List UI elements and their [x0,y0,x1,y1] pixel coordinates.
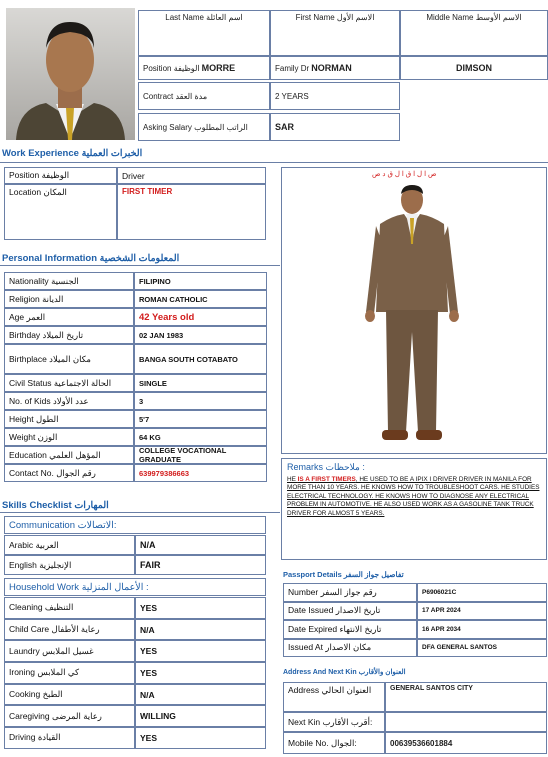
address-title: Address And Next Kin العنوان والأقارب [283,669,406,676]
household-row-label: Ironing كي الملابس [4,662,135,684]
middle-value: DIMSON [456,63,492,73]
personal-row-value: ROMAN CATHOLIC [134,290,267,308]
remarks-text [287,476,541,518]
personal-row [4,344,267,374]
household-row-value: YES [135,597,266,619]
first-name-cell [270,10,400,56]
contract-value: 2 YEARS [275,91,309,101]
work-position-value: Driver [122,170,145,181]
family-cell [270,56,400,80]
language-row [4,535,266,555]
personal-row-label: Religion الديانة [4,290,134,308]
skills-divider [0,512,280,513]
personal-row-label: Height الطول [4,410,134,428]
remarks-highlight: IS A FIRST TIMERS [297,476,356,483]
last-name-cell [138,10,270,56]
family-value: NORMAN [311,63,352,73]
middle-name-cell [400,10,548,56]
personal-row-value: SINGLE [134,374,267,392]
personal-row-label: Birthplace مكان الميلاد [4,344,134,374]
communication-header [4,516,266,534]
household-row-value: YES [135,662,266,684]
household-row-value: WILLING [135,705,266,727]
passport-row-label: Date Issued تاريخ الاصدار [283,602,417,621]
household-row-label: Cooking الطبخ [4,684,135,706]
language-row-label: English الإنجليزية [4,555,135,575]
salary-label: Asking Salary الراتب المطلوب [143,122,248,132]
salary-value: SAR [275,122,295,132]
contract-value-cell [270,82,400,110]
work-location-label-cell [4,184,117,240]
household-row-label: Caregiving رعاية المرضى [4,705,135,727]
work-position-label-cell [4,167,117,184]
personal-row [4,392,267,410]
nextkin-value-cell [385,712,547,732]
household-row [4,662,266,684]
position-cell [138,56,270,80]
passport-row-label: Issued At مكان الاصدار [283,639,417,658]
passport-row-value: DFA GENERAL SANTOS [417,639,547,658]
personal-row-value: FILIPINO [134,272,267,290]
address-value-cell [385,682,547,712]
mobile-value: 00639536601884 [390,738,453,748]
personal-row-label: Age العمر [4,308,134,326]
passport-row-value: 17 APR 2024 [417,602,547,621]
personal-row [4,446,267,464]
personal-row [4,272,267,290]
family-label: Family Dr [275,63,310,73]
salary-cell [138,113,270,141]
mobile-label: Mobile No. الجوال: [288,737,357,748]
remarks-label: Remarks ملاحظات : [287,462,365,472]
personal-row-value: 3 [134,392,267,410]
full-photo-caption: ص ا ل ا ق ا ل ق د ص [372,171,437,178]
mobile-label-cell [283,732,385,754]
household-row-value: N/A [135,619,266,641]
household-row [4,619,266,641]
work-experience-title: Work Experience الخبرات العملية [2,148,143,159]
communication-title: Communication الاتصالات: [9,519,117,531]
passport-row [283,620,547,639]
personal-row-value: 639979386663 [134,464,267,482]
personal-row [4,326,267,344]
household-row-label: Child Care رعاية الأطفال [4,619,135,641]
passport-row-label: Number رقم جواز السفر [283,583,417,602]
household-title: Household Work الأعمال المنزلية : [9,581,149,593]
remarks-prefix: HE [287,476,298,483]
passport-row [283,639,547,658]
household-row [4,684,266,706]
household-row-label: Laundry غسيل الملابس [4,640,135,662]
personal-row-label: Weight الوزن [4,428,134,446]
work-position-value-cell [117,167,266,184]
personal-row [4,410,267,428]
personal-row [4,428,267,446]
language-row [4,555,266,575]
language-row-value: N/A [135,535,266,555]
personal-row-value: COLLEGE VOCATIONAL GRADUATE [134,446,267,464]
last-name-label: Last Name اسم العائلة [165,13,243,22]
personal-row-value: BANGA SOUTH COTABATO [134,344,267,374]
personal-row-label: Birthday تاريخ الميلاد [4,326,134,344]
personal-info-title: Personal Information المعلومات الشخصية [2,253,180,264]
work-position-label: Position الوظيفة [9,170,70,180]
first-name-label: First Name الاسم الأول [295,13,375,22]
skills-title: Skills Checklist المهارات [2,500,109,511]
personal-row [4,374,267,392]
personal-row-label: No. of Kids عدد الأولاد [4,392,134,410]
household-row [4,640,266,662]
language-row-label: Arabic العربية [4,535,135,555]
work-location-value: FIRST TIMER [122,187,173,196]
nextkin-label-cell [283,712,385,732]
address-value: GENERAL SANTOS CITY [390,685,473,692]
nextkin-label: Next Kin أقرب الأقارب: [288,716,373,727]
full-body-photo [352,182,472,452]
personal-row-value: 5'7 [134,410,267,428]
remarks-rest: , HE USED TO BE A IPIX I DRIVER DRIVER IN MANILA FOR MORE THAN 10 YEARS. HE KNOWS HOW TO TROUBLESHOOT CARS. HE STUDIES ELECTRICAL TECHNOLOGY. HE KNOWS HOW TO DIAGNOSE ANY ELECTRICAL PROBLEM IN AUTOMOTIVE. HE ALSO USED WORK AS A GASOLINE TANK TRUCK DRIVER FOR ALMOST 5 YEARS. [287,476,540,517]
contract-cell [138,82,270,110]
middle-value-cell [400,56,548,80]
household-row-value: YES [135,727,266,749]
personal-row-value: 02 JAN 1983 [134,326,267,344]
address-label-cell [283,682,385,712]
language-row-value: FAIR [135,555,266,575]
personal-row [4,290,267,308]
household-row-value: N/A [135,684,266,706]
personal-info-divider [0,265,280,266]
household-row [4,705,266,727]
mobile-value-cell [385,732,547,754]
work-location-value-cell [117,184,266,240]
passport-row [283,602,547,621]
position-value: MORRE [201,63,236,73]
personal-info-table [4,272,267,482]
passport-row-label: Date Expired تاريخ الانتهاء [283,620,417,639]
personal-row [4,464,267,482]
household-row-label: Driving القيادة [4,727,135,749]
headshot-photo [6,8,135,140]
address-label: Address العنوان الحالي [288,685,372,695]
remarks-box [281,458,547,560]
position-label: Position الوظيفة [143,63,200,73]
middle-name-label: Middle Name الاسم الأوسط [426,13,522,22]
passport-table [283,583,547,657]
languages-table [4,535,266,575]
passport-row [283,583,547,602]
personal-row-label: Education المؤهل العلمي [4,446,134,464]
passport-row-value: P6906021C [417,583,547,602]
household-row-label: Cleaning التنظيف [4,597,135,619]
passport-title: Passport Details تفاصيل جواز السفر [283,570,404,579]
full-body-photo-frame [281,167,547,454]
personal-row-value: 42 Years old [134,308,267,326]
household-row [4,727,266,749]
passport-row-value: 16 APR 2034 [417,620,547,639]
personal-row-value: 64 KG [134,428,267,446]
contract-label: Contract مدة العقد [143,91,208,101]
household-table [4,597,266,749]
personal-row-label: Civil Status الحالة الاجتماعية [4,374,134,392]
personal-row-label: Nationality الجنسية [4,272,134,290]
personal-row-label: Contact No. رقم الجوال [4,464,134,482]
household-row-value: YES [135,640,266,662]
personal-row [4,308,267,326]
household-header [4,578,266,596]
household-row [4,597,266,619]
salary-value-cell [270,113,400,141]
work-experience-divider [0,162,548,163]
work-location-label: Location المكان [9,187,67,197]
